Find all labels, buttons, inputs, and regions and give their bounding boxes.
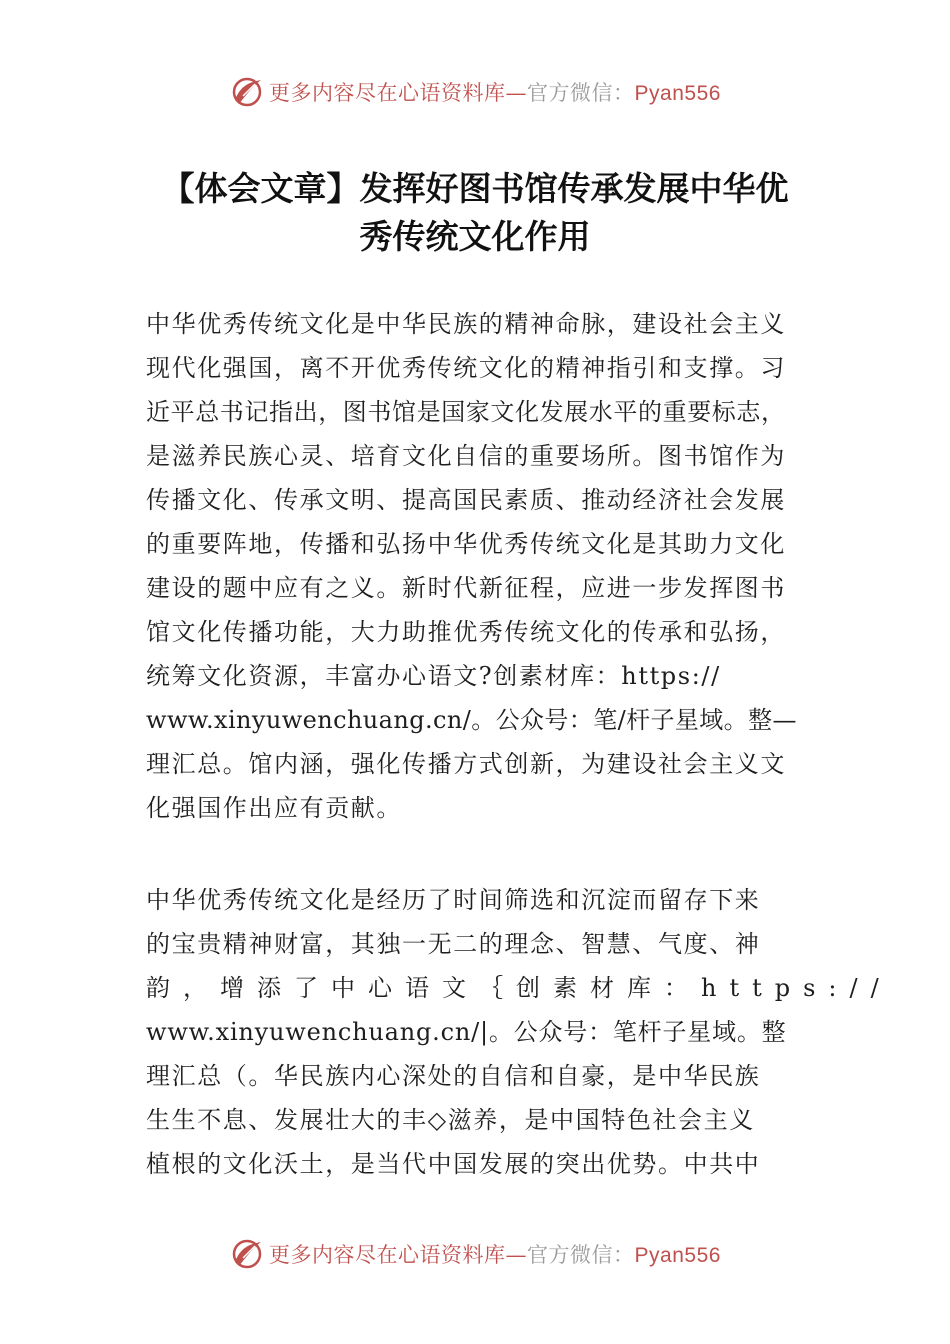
banner-label: 官方微信：: [527, 81, 635, 105]
banner-wechat-id: Pyan556: [634, 82, 721, 105]
paragraph-line: 统筹文化资源，丰富办心语文?创素材库：https://: [146, 662, 721, 690]
banner-dash: —: [505, 1243, 528, 1267]
banner-wechat-id: Pyan556: [634, 1244, 721, 1267]
paragraph-line: 的宝贵精神财富，其独一无二的理念、智慧、气度、神: [146, 930, 761, 958]
document-title: [130, 165, 820, 261]
paragraph-line: www.xinyuwenchuang.cn/。公众号：笔/杆子星域。整—: [146, 706, 797, 734]
paragraph-line: www.xinyuwenchuang.cn/|。公众号：笔杆子星域。整: [146, 1018, 787, 1046]
title-line-2: 秀传统文化作用: [359, 217, 591, 256]
title-line-1: 【体会文章】发挥好图书馆传承发展中华优: [161, 169, 789, 208]
paragraph-2: [146, 878, 892, 1186]
paragraph-line: 理汇总（。华民族内心深处的自信和自豪，是中华民族: [146, 1062, 761, 1090]
paragraph-1: [146, 302, 836, 830]
paragraph-line: 化强国作出应有贡献。: [146, 794, 402, 822]
paragraph-line: 中华优秀传统文化是中华民族的精神命脉，建设社会主义: [146, 310, 786, 338]
banner-main-text: 更多内容尽在心语资料库: [269, 1243, 506, 1267]
banner-text: [269, 77, 721, 107]
logo-icon: [229, 1236, 265, 1272]
paragraph-line: 馆文化传播功能，大力助推优秀传统文化的传承和弘扬，: [146, 618, 786, 646]
header-banner: [0, 70, 950, 114]
paragraph-line: 植根的文化沃土，是当代中国发展的突出优势。中共中: [146, 1150, 761, 1178]
paragraph-line: 理汇总。馆内涵，强化传播方式创新，为建设社会主义文: [146, 750, 786, 778]
banner-text: [269, 1239, 721, 1269]
paragraph-line: 是滋养民族心灵、培育文化自信的重要场所。图书馆作为: [146, 442, 786, 470]
banner-dash: —: [505, 81, 528, 105]
paragraph-line: 生生不息、发展壮大的丰◇滋养，是中国特色社会主义: [146, 1106, 755, 1134]
banner-label: 官方微信：: [527, 1243, 635, 1267]
paragraph-line: 的重要阵地，传播和弘扬中华优秀传统文化是其助力文化: [146, 530, 786, 558]
footer-banner: [0, 1232, 950, 1276]
paragraph-line: 建设的题中应有之义。新时代新征程，应进一步发挥图书: [146, 574, 786, 602]
paragraph-line: 传播文化、传承文明、提高国民素质、推动经济社会发展: [146, 486, 786, 514]
banner-main-text: 更多内容尽在心语资料库: [269, 81, 506, 105]
paragraph-line: 近平总书记指出，图书馆是国家文化发展水平的重要标志，: [146, 398, 786, 426]
logo-icon: [229, 74, 265, 110]
paragraph-line: 中华优秀传统文化是经历了时间筛选和沉淀而留存下来: [146, 886, 761, 914]
paragraph-line: 韵，增添了中心语文｛创素材库：https://: [146, 974, 892, 1002]
paragraph-line: 现代化强国，离不开优秀传统文化的精神指引和支撑。习: [146, 354, 786, 382]
